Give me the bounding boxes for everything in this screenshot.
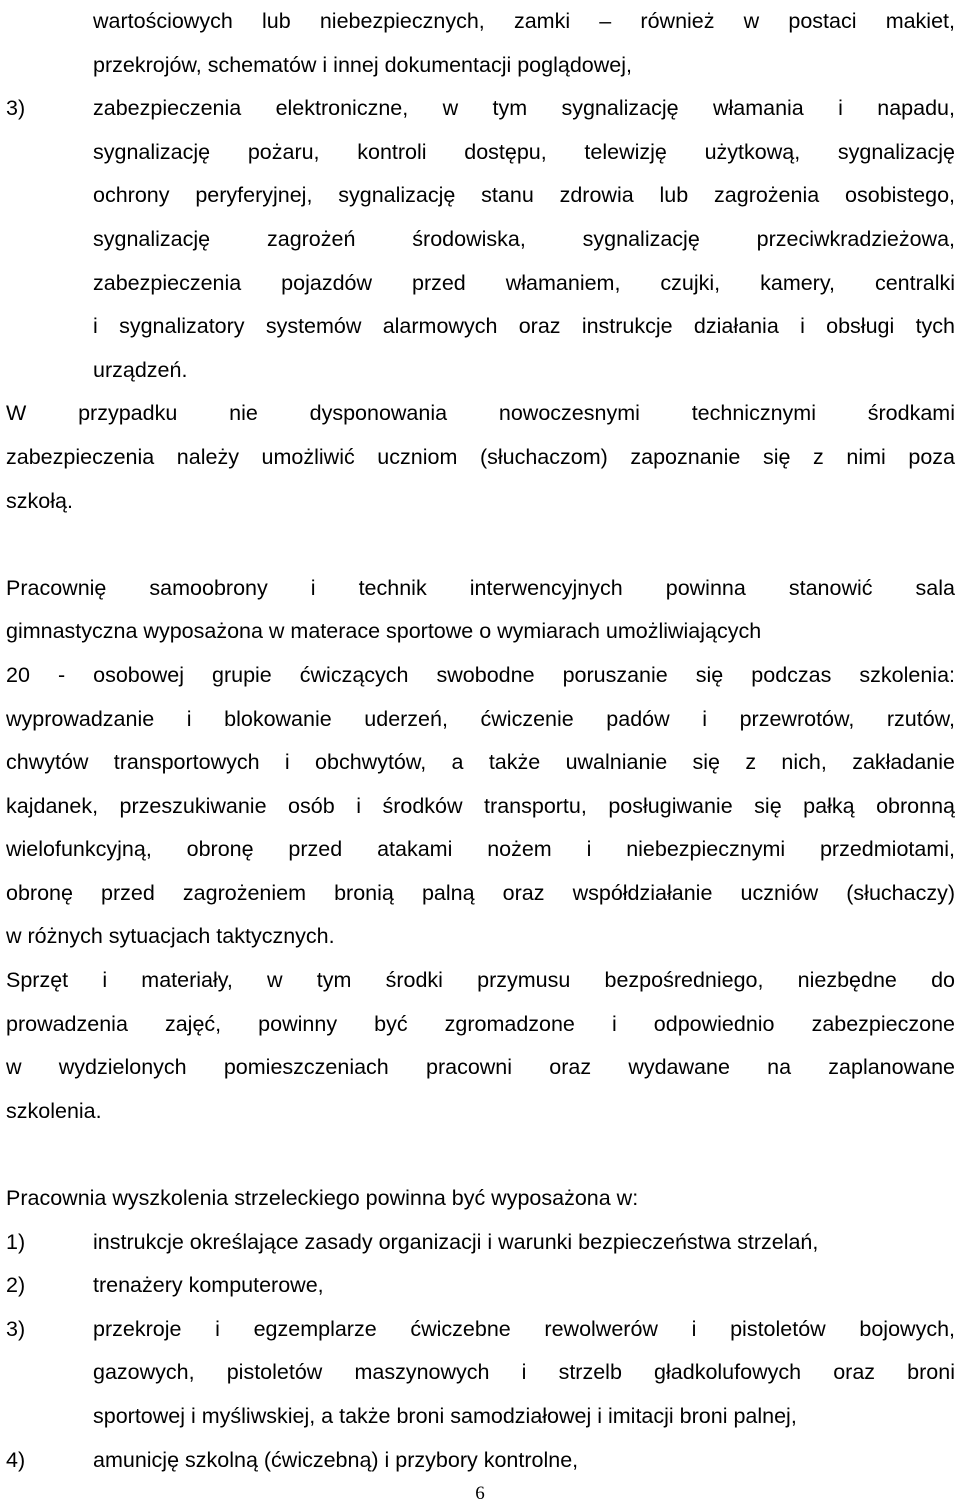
list-item-line: trenażery komputerowe, (93, 1273, 324, 1298)
list-item-number: 1) (6, 1229, 26, 1254)
list-item (6, 87, 955, 392)
list-item (6, 1308, 955, 1439)
document-page (6, 0, 955, 1482)
list-item-line: urządzeń. (93, 357, 188, 382)
paragraph-line: szkołą. (6, 488, 73, 513)
paragraph-line: Sprzęt i materiały, w tym środki przymusu bezpośredniego, niezbędne do (6, 968, 955, 993)
page-number: 6 (475, 1483, 485, 1504)
list-item-line: instrukcje określające zasady organizacji i warunki bezpieczeństwa strzelań, (93, 1229, 819, 1254)
paragraph-line: Pracownia wyszkolenia strzeleckiego powinna być wyposażona w: (6, 1186, 639, 1211)
paragraph-line: w różnych sytuacjach taktycznych. (6, 924, 335, 949)
list-item (6, 1221, 955, 1265)
paragraph-line: gimnastyczna wyposażona w materace sportowe o wymiarach umożliwiających (6, 619, 762, 644)
list-item-number: 4) (6, 1447, 26, 1472)
list-item-number: 3) (6, 1316, 26, 1341)
paragraph-line: chwytów transportowych i obchwytów, a także uwalnianie się z nich, zakładanie (6, 750, 955, 775)
paragraph-line: w wydzielonych pomieszczeniach pracowni oraz wydawane na zaplanowane (6, 1055, 955, 1080)
list-item-number: 2) (6, 1273, 26, 1298)
list-item-continuation-line: przekrojów, schematów i innej dokumentacji poglądowej, (93, 52, 632, 77)
list-item-line: gazowych, pistoletów maszynowych i strzelb gładkolufowych oraz broni (93, 1360, 955, 1385)
paragraph-line: wyprowadzanie i blokowanie uderzeń, ćwiczenie padów i przewrotów, rzutów, (6, 706, 955, 731)
paragraph-line: wielofunkcyjną, obronę przed atakami nożem i niebezpiecznymi przedmiotami, (6, 837, 955, 862)
paragraph-line: zabezpieczenia należy umożliwić uczniom (słuchaczom) zapoznanie się z nimi poza (6, 444, 955, 469)
list-item-line: zabezpieczenia pojazdów przed włamaniem, czujki, kamery, centralki (93, 270, 955, 295)
list-item-line: przekroje i egzemplarze ćwiczebne rewolwerów i pistoletów bojowych, (93, 1316, 955, 1341)
paragraph-line: kajdanek, przeszukiwanie osób i środków transportu, posługiwanie się pałką obronną (6, 793, 955, 818)
paragraph-gap (6, 523, 955, 567)
paragraph-line: 20 - osobowej grupie ćwiczących swobodne poruszanie się podczas szkolenia: (6, 662, 955, 687)
list-item-line: sygnalizację zagrożeń środowiska, sygnalizację przeciwkradzieżowa, (93, 226, 955, 251)
paragraph-line: W przypadku nie dysponowania nowoczesnymi technicznymi środkami (6, 401, 955, 426)
paragraph-line: prowadzenia zajęć, powinny być zgromadzone i odpowiednio zabezpieczone (6, 1011, 955, 1036)
list-item (6, 1264, 955, 1308)
list-item-line: sportowej i myśliwskiej, a także broni samodziałowej i imitacji broni palnej, (93, 1404, 797, 1428)
list-item-line: ochrony peryferyjnej, sygnalizację stanu zdrowia lub zagrożenia osobistego, (93, 183, 955, 208)
paragraph-gap (6, 1133, 955, 1177)
list-item-number: 3) (6, 96, 26, 121)
paragraph-line: szkolenia. (6, 1098, 102, 1123)
list-item-line: i sygnalizatory systemów alarmowych oraz instrukcje działania i obsługi tych (93, 314, 955, 339)
paragraph (6, 959, 955, 1133)
list-item-continuation-line: wartościowych lub niebezpiecznych, zamki – również w postaci makiet, (93, 9, 955, 33)
list-item-line: zabezpieczenia elektroniczne, w tym sygnalizację włamania i napadu, (93, 96, 955, 121)
paragraph-line: Pracownię samoobrony i technik interwencyjnych powinna stanowić sala (6, 575, 955, 600)
paragraph (6, 392, 955, 523)
list-item-line: sygnalizację pożaru, kontroli dostępu, telewizję użytkową, sygnalizację (93, 139, 955, 164)
paragraph-line: obronę przed zagrożeniem bronią palną oraz współdziałanie uczniów (słuchaczy) (6, 880, 955, 905)
paragraph (6, 567, 955, 959)
list-item-line: amunicję szkolną (ćwiczebną) i przybory kontrolne, (93, 1447, 579, 1472)
list-item (6, 1439, 955, 1483)
